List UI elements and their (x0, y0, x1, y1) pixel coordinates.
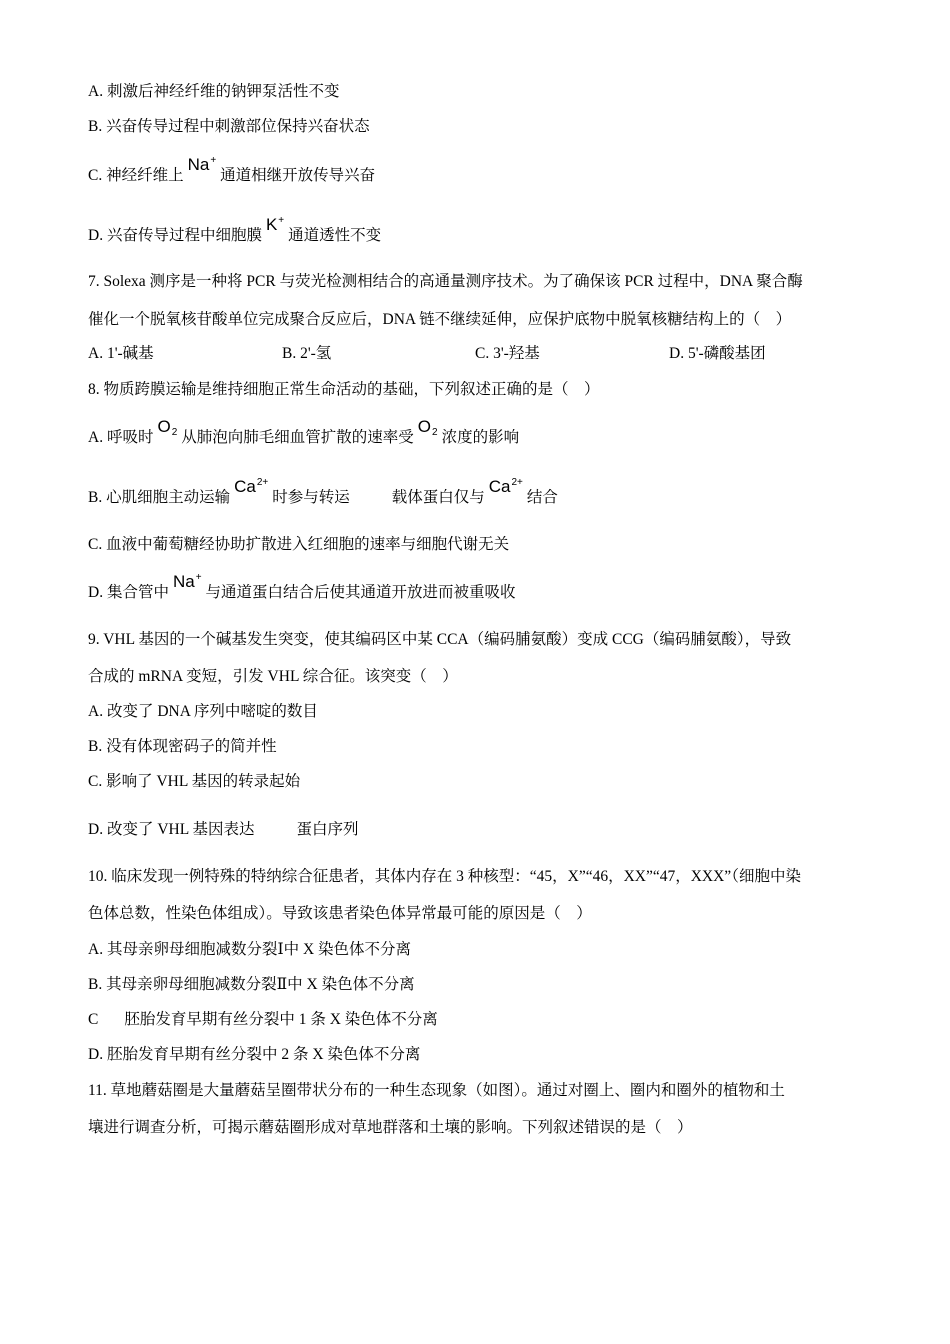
q9-option-d (88, 820, 359, 840)
q8-option-d (88, 572, 516, 605)
q7-stem-line2: 催化一个脱氧核苷酸单位完成聚合反应后，DNA 链不继续延伸，应保护底物中脱氧核糖结构上的（ ） (88, 311, 792, 328)
sodium-ion-formula: Na+ (187, 155, 217, 174)
q8-b-middle2: 载体蛋白仅与 (391, 489, 485, 506)
q10-stem-line1: 10. 临床发现一例特殊的特纳综合征患者，其体内存在 3 种核型：“45，X”“46，XX”“47，XXX”（细胞中染 (88, 868, 801, 885)
q8-a-middle: 从肺泡向肺毛细血管扩散的速率受 (181, 429, 414, 446)
q10-stem-line2: 色体总数，性染色体组成）。导致该患者染色体异常最可能的原因是（ ） (88, 905, 592, 922)
q9-option-b: B. 没有体现密码子的简并性 (88, 738, 277, 755)
q10-option-b: B. 其母亲卵母细胞减数分裂Ⅱ中 X 染色体不分离 (88, 976, 415, 993)
q6-c-prefix: C. 神经纤维上 (88, 167, 184, 184)
q7-option-c: C. 3'-羟基 (475, 345, 540, 362)
q8-a-prefix: A. 呼吸时 (88, 429, 154, 446)
q8-stem: 8. 物质跨膜运输是维持细胞正常生命活动的基础，下列叙述正确的是（ ） (88, 381, 600, 398)
q8-d-prefix: D. 集合管中 (88, 584, 169, 601)
q8-b-suffix: 结合 (526, 489, 558, 506)
calcium-ion-formula: $Ca^{2+}$ (234, 477, 269, 496)
q7-option-d: D. 5'-磷酸基团 (669, 345, 766, 362)
sodium-ion-formula: Na+ (172, 572, 202, 591)
q10-c-text: 胚胎发育早期有丝分裂中 1 条 X 染色体不分离 (124, 1011, 438, 1028)
q11-stem-line1: 11. 草地蘑菇圈是大量蘑菇呈圈带状分布的一种生态现象（如图）。通过对圈上、圈内和圈外的植物和土 (88, 1082, 785, 1099)
q6-option-b: B. 兴奋传导过程中刺激部位保持兴奋状态 (88, 118, 370, 135)
oxygen-formula: O2 (157, 417, 178, 438)
q8-a-suffix: 浓度的影响 (441, 429, 520, 446)
q8-option-c: C. 血液中葡萄糖经协助扩散进入红细胞的速率与细胞代谢无关 (88, 536, 510, 553)
q9-option-c: C. 影响了 VHL 基因的转录起始 (88, 773, 301, 790)
q7-option-a: A. 1'-碱基 (88, 345, 154, 362)
q7-stem-line1: 7. Solexa 测序是一种将 PCR 与荧光检测相结合的高通量测序技术。为了确保该 PCR 过程中，DNA 聚合酶 (88, 273, 803, 290)
oxygen-formula: O2 (417, 417, 438, 438)
q6-d-prefix: D. 兴奋传导过程中细胞膜 (88, 227, 262, 244)
q9-option-a: A. 改变了 DNA 序列中嘧啶的数目 (88, 703, 318, 720)
q9-stem-line2: 合成的 mRNA 变短，引发 VHL 综合征。该突变（ ） (88, 668, 458, 685)
q10-option-d: D. 胚胎发育早期有丝分裂中 2 条 X 染色体不分离 (88, 1046, 421, 1063)
q8-option-b (88, 477, 558, 510)
q7-option-b: B. 2'-氢 (282, 345, 332, 362)
q10-option-a: A. 其母亲卵母细胞减数分裂Ⅰ中 X 染色体不分离 (88, 941, 412, 958)
q10-option-c (88, 1010, 438, 1030)
q6-option-c (88, 155, 376, 188)
q6-c-suffix: 通道相继开放传导兴奋 (220, 167, 376, 184)
potassium-ion-formula: K+ (265, 215, 285, 234)
q9-d-suffix: 蛋白序列 (296, 821, 359, 838)
q9-d-prefix: D. 改变了 VHL 基因表达 (88, 821, 255, 838)
q8-d-suffix: 与通道蛋白结合后使其通道开放进而被重吸收 (205, 584, 516, 601)
q8-b-middle: 时参与转运 (272, 489, 350, 506)
q6-d-suffix: 通道透性不变 (288, 227, 382, 244)
q10-c-label: C (88, 1011, 99, 1028)
q11-stem-line2: 壤进行调查分析，可揭示蘑菇圈形成对草地群落和土壤的影响。下列叙述错误的是（ ） (88, 1119, 693, 1136)
q9-stem-line1: 9. VHL 基因的一个碱基发生突变，使其编码区中某 CCA（编码脯氨酸）变成 CCG（编码脯氨酸），导致 (88, 631, 792, 648)
q8-b-prefix: B. 心肌细胞主动运输 (88, 489, 231, 506)
q6-option-d (88, 215, 382, 248)
q6-option-a: A. 刺激后神经纤维的钠钾泵活性不变 (88, 83, 340, 100)
q8-option-a (88, 417, 520, 450)
calcium-ion-formula: $Ca^{2+}$ (488, 477, 523, 496)
